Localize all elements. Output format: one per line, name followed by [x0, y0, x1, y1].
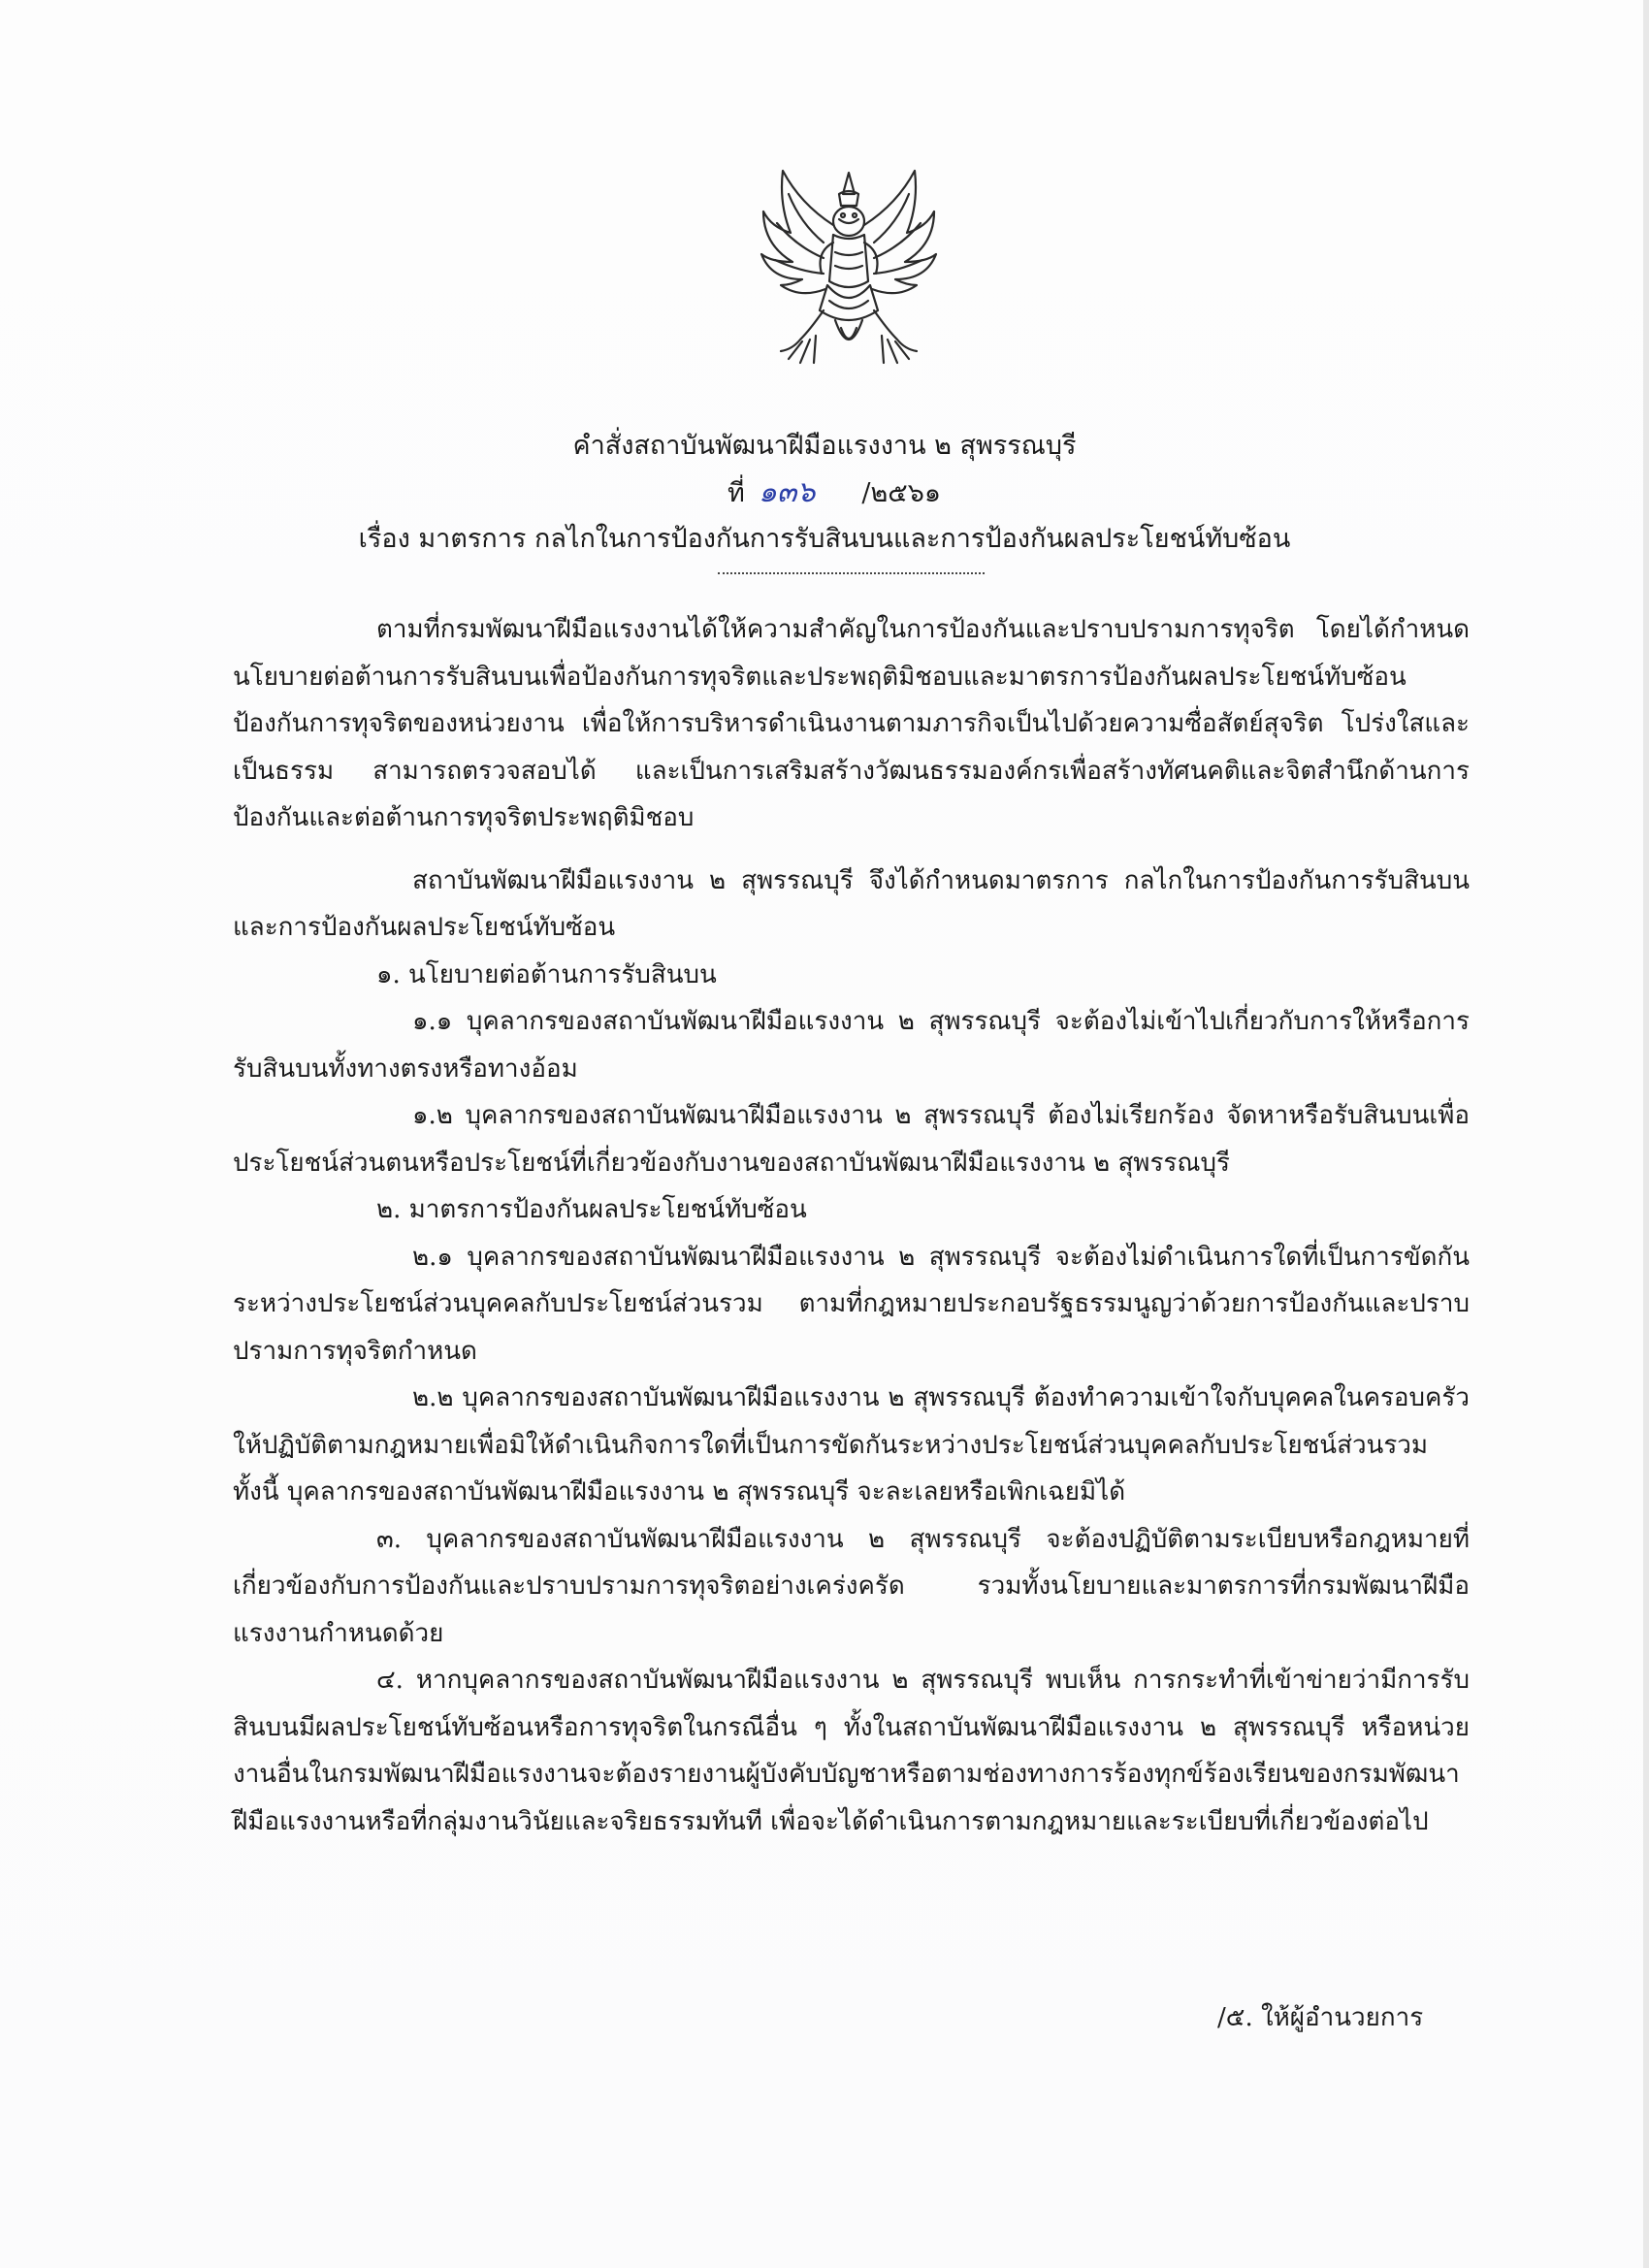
- number-prefix: ที่: [728, 478, 745, 508]
- paragraph-intro: ตามที่กรมพัฒนาฝีมือแรงงานได้ให้ความสำคัญในการป้องกันและปราบปรามการทุจริต โดยได้กำหนดนโยบายต่อต้านการรับสินบนเพื่อป้องกันการทุจริตและประพฤติมิชอบและมาตรการป้องกันผลประโยชน์ทับซ้อน ป้องกันการทุจริตของหน่วยงาน เพื่อให้การบริหารดำเนินงานตามภารกิจเป็นไปด้วยความซื่อสัตย์สุจริต โปร่งใสและเป็นธรรม สามารถตรวจสอบได้ และเป็นการเสริมสร้างวัฒนธรรมองค์กรเพื่อสร้างทัศนคติและจิตสำนึกด้านการป้องกันและต่อต้านการทุจริตประพฤติมิชอบ: [233, 615, 1470, 832]
- paragraph-3: ๓. บุคลากรของสถาบันพัฒนาฝีมือแรงงาน ๒ สุพรรณบุรี จะต้องปฏิบัติตามระเบียบหรือกฎหมายที่เกี่ยวข้องกับการป้องกันและปราบปรามการทุจริตอย่างเคร่งครัด รวมทั้งนโยบายและมาตรการที่กรมพัฒนาฝีมือแรงงานกำหนดด้วย: [233, 1524, 1470, 1648]
- document-title: คำสั่งสถาบันพัฒนาฝีมือแรงงาน ๒ สุพรรณบุรี: [572, 431, 1077, 461]
- paragraph-measures: สถาบันพัฒนาฝีมือแรงงาน ๒ สุพรรณบุรี จึงได้กำหนดมาตรการ กลไกในการป้องกันการรับสินบนและการป้องกันผลประโยชน์ทับซ้อน: [233, 865, 1470, 942]
- document-body: [233, 606, 1470, 1845]
- heading-anti-bribery: ๑. นโยบายต่อต้านการรับสินบน: [376, 959, 717, 989]
- paragraph-1-1: ๑.๑ บุคลากรของสถาบันพัฒนาฝีมือแรงงาน ๒ สุพรรณบุรี จะต้องไม่เข้าไปเกี่ยวกับการให้หรือการรับสินบนทั้งทางตรงหรือทางอ้อม: [233, 1007, 1470, 1084]
- paragraph-1-2: ๑.๒ บุคลากรของสถาบันพัฒนาฝีมือแรงงาน ๒ สุพรรณบุรี ต้องไม่เรียกร้อง จัดหาหรือรับสินบนเพื่อประโยชน์ส่วนตนหรือประโยชน์ที่เกี่ยวข้องกับงานของสถาบันพัฒนาฝีมือแรงงาน ๒ สุพรรณบุรี: [233, 1101, 1470, 1178]
- paragraph-2-2: ๒.๒ บุคลากรของสถาบันพัฒนาฝีมือแรงงาน ๒ สุพรรณบุรี ต้องทำความเข้าใจกับบุคคลในครอบครัวให้ปฏิบัติตามกฎหมายเพื่อมิให้ดำเนินกิจการใดที่เป็นการขัดกันระหว่างประโยชน์ส่วนบุคคลกับประโยชน์ส่วนรวม ทั้งนี้ บุคลากรของสถาบันพัฒนาฝีมือแรงงาน ๒ สุพรรณบุรี จะละเลยหรือเพิกเฉยมิได้: [233, 1383, 1470, 1507]
- heading-conflict-of-interest: ๒. มาตรการป้องกันผลประโยชน์ทับซ้อน: [376, 1195, 807, 1224]
- continuation-note: /๕. ให้ผู้อำนวยการ: [1217, 2003, 1424, 2032]
- paragraph-2-1: ๒.๑ บุคลากรของสถาบันพัฒนาฝีมือแรงงาน ๒ สุพรรณบุรี จะต้องไม่ดำเนินการใดที่เป็นการขัดกันระหว่างประโยชน์ส่วนบุคคลกับประโยชน์ส่วนรวม ตามที่กฎหมายประกอบรัฐธรรมนูญว่าด้วยการป้องกันและปราบปรามการทุจริตกำหนด: [233, 1242, 1470, 1366]
- garuda-emblem-icon: [742, 165, 955, 378]
- subject-line: เรื่อง มาตรการ กลไกในการป้องกันการรับสินบนและการป้องกันผลประโยชน์ทับซ้อน: [358, 524, 1291, 554]
- number-year: /๒๕๖๑: [861, 478, 942, 508]
- divider-dotted: [718, 572, 985, 574]
- paragraph-4: ๔. หากบุคลากรของสถาบันพัฒนาฝีมือแรงงาน ๒ สุพรรณบุรี พบเห็น การกระทำที่เข้าข่ายว่ามีการรับสินบนมีผลประโยชน์ทับซ้อนหรือการทุจริตในกรณีอื่น ๆ ทั้งในสถาบันพัฒนาฝีมือแรงงาน ๒ สุพรรณบุรี หรือหน่วยงานอื่นในกรมพัฒนาฝีมือแรงงานจะต้องรายงานผู้บังคับบัญชาหรือตามช่องทางการร้องทุกข์ร้องเรียนของกรมพัฒนาฝีมือแรงงานหรือที่กลุ่มงานวินัยและจริยธรรมทันที เพื่อจะได้ดำเนินการตามกฎหมายและระเบียบที่เกี่ยวข้องต่อไป: [233, 1666, 1470, 1836]
- number-handwritten: ๑๓๖: [758, 475, 816, 509]
- scan-edge: [1643, 0, 1649, 2268]
- document-number: [728, 473, 941, 513]
